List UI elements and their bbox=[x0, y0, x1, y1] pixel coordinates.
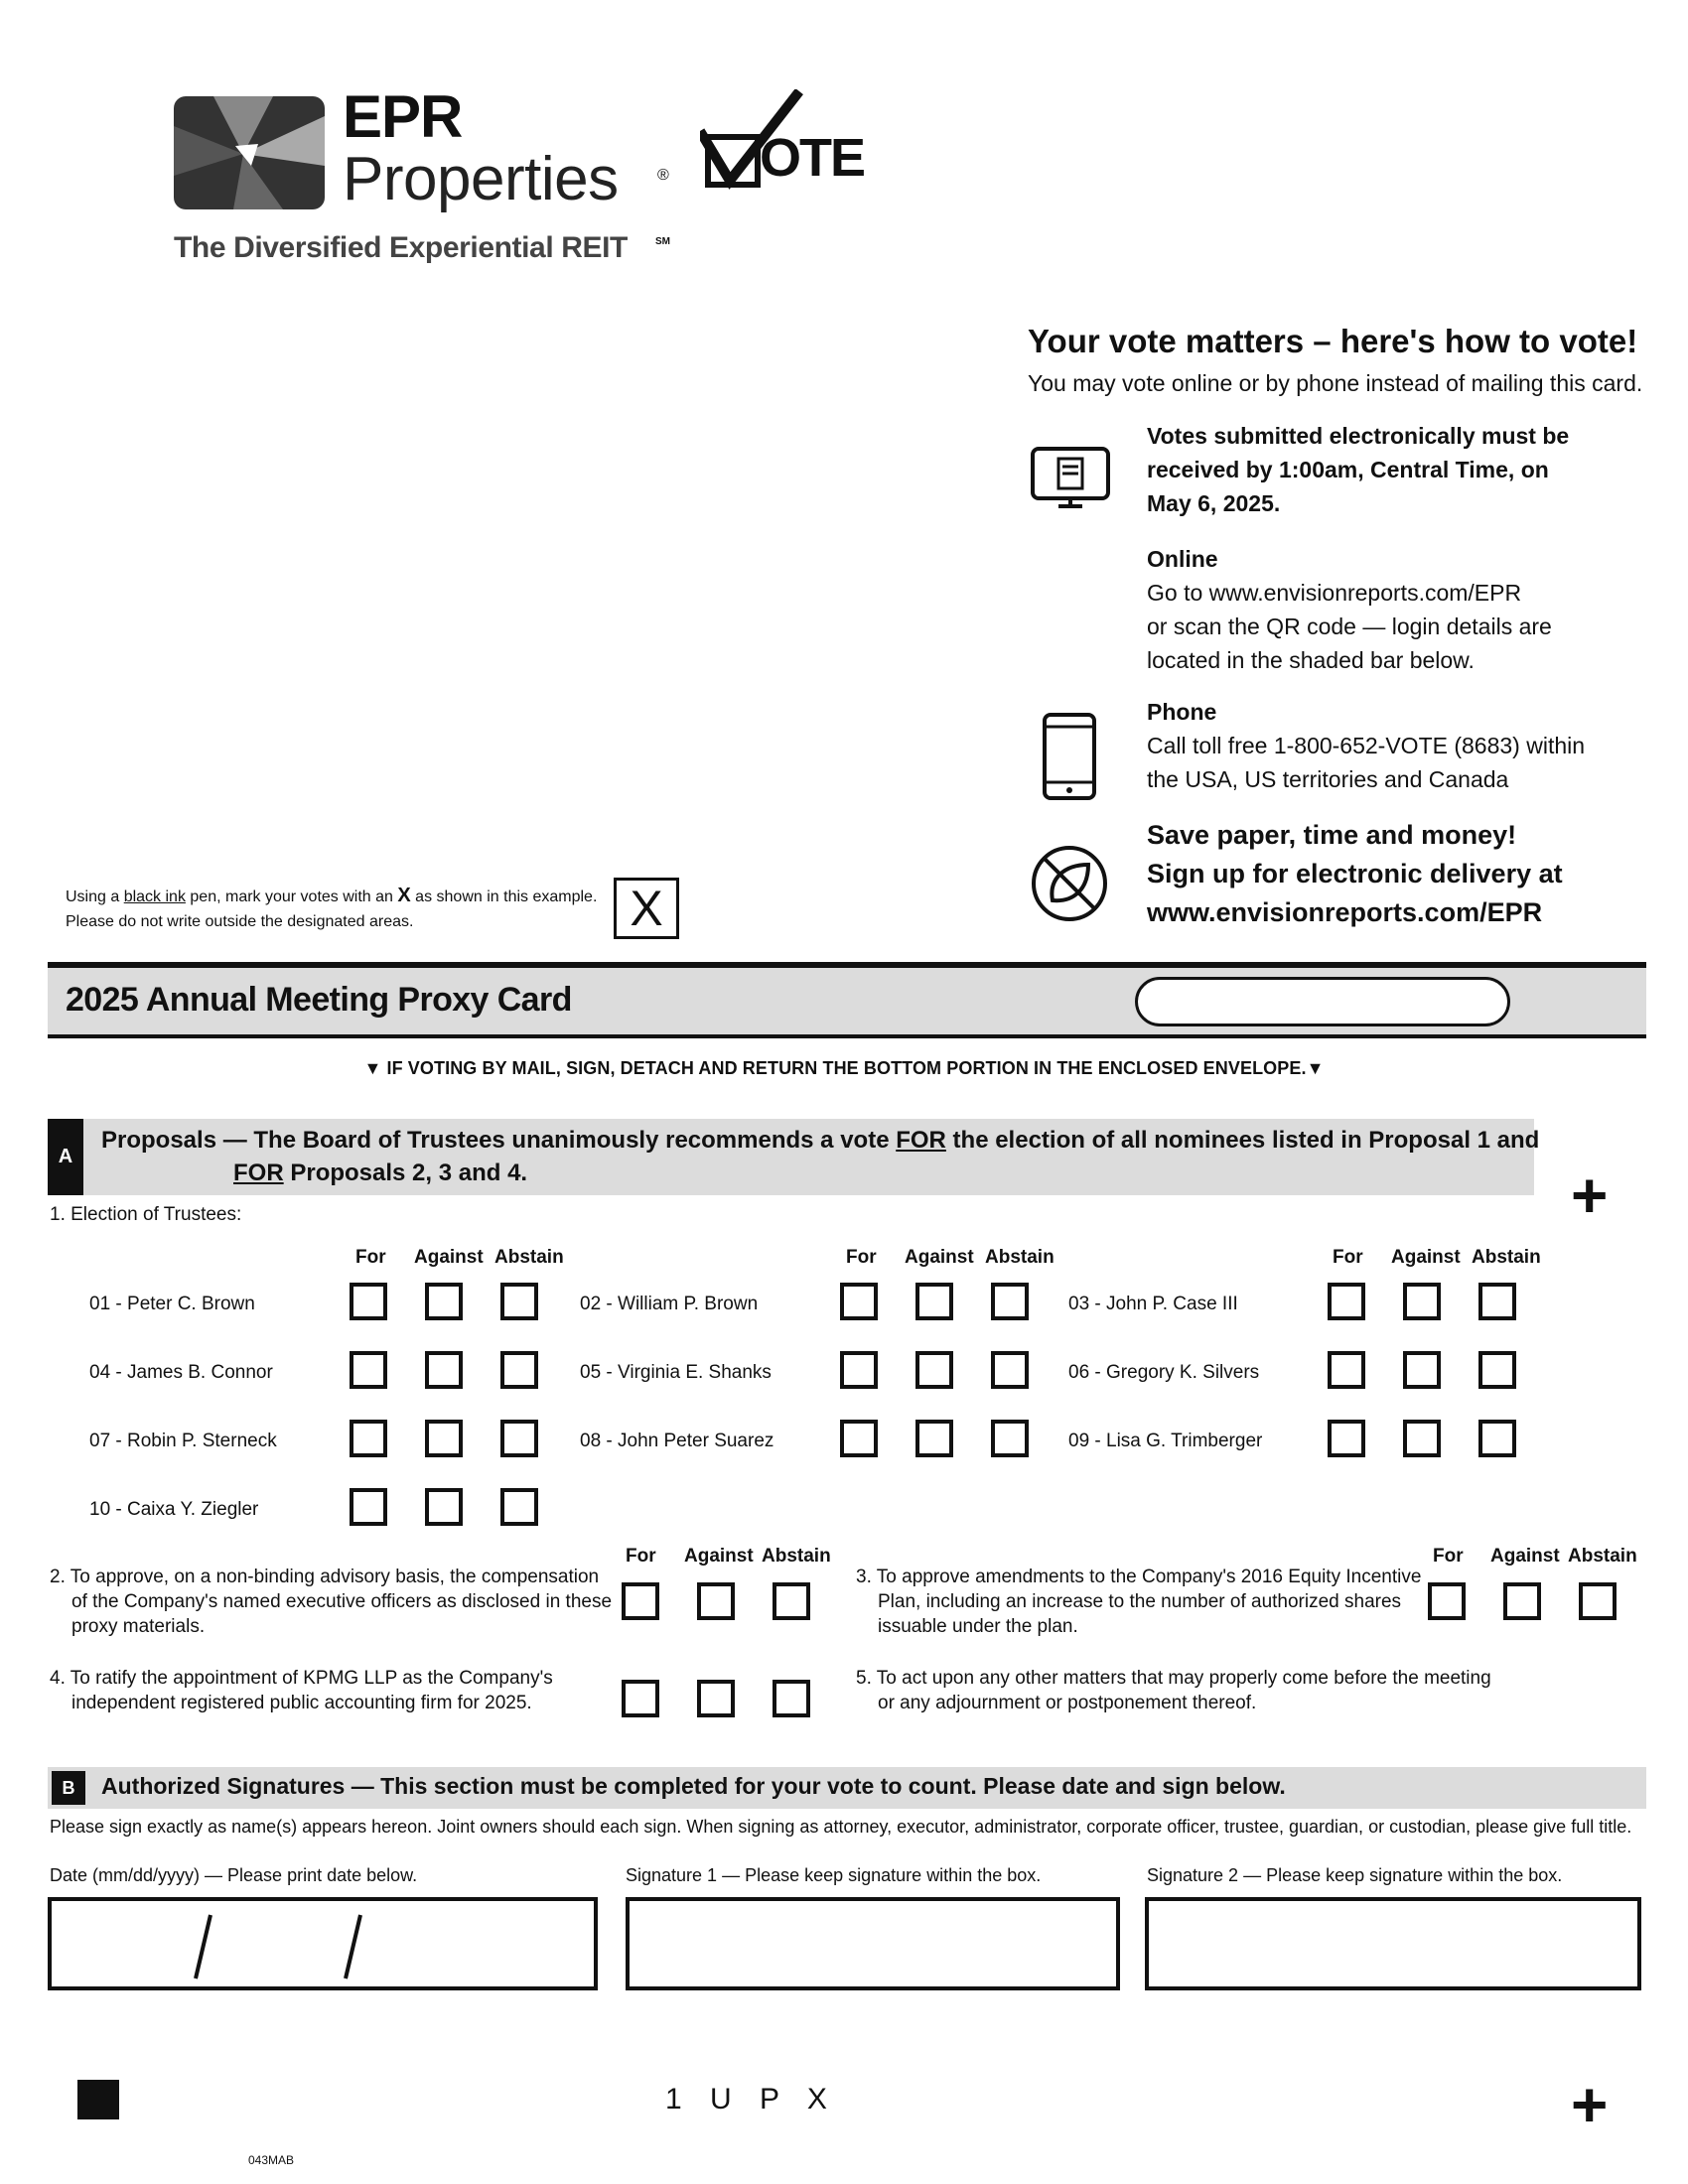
mobile-phone-icon bbox=[1041, 711, 1098, 802]
section-a-title-line1: Proposals — The Board of Trustees unanimously recommends a vote FOR the election of all nominees listed in Proposal 1 and bbox=[101, 1127, 1540, 1154]
column-abstain: Abstain bbox=[494, 1247, 564, 1268]
computer-icon bbox=[1029, 445, 1112, 516]
deadline-line: May 6, 2025. bbox=[1147, 490, 1281, 516]
column-abstain: Abstain bbox=[1472, 1247, 1541, 1268]
nominee-04-abstain-checkbox[interactable] bbox=[500, 1351, 538, 1389]
phone-instructions bbox=[1147, 695, 1585, 796]
save-line: Sign up for electronic delivery at bbox=[1147, 859, 1563, 888]
epr-logo-mark-icon bbox=[174, 96, 325, 209]
deadline-line: received by 1:00am, Central Time, on bbox=[1147, 457, 1549, 482]
section-b-title: Authorized Signatures — This section must be completed for your vote to count. Please date and sign below. bbox=[101, 1773, 1286, 1799]
column-against: Against bbox=[1391, 1247, 1461, 1268]
online-line: or scan the QR code — login details are bbox=[1147, 614, 1552, 639]
online-line: located in the shaded bar below. bbox=[1147, 647, 1475, 673]
nominee-05-for-checkbox[interactable] bbox=[840, 1351, 878, 1389]
proposal-4-text: 4. To ratify the appointment of KPMG LLP as the Company's independent registered public accounting firm for 2025. bbox=[50, 1668, 553, 1713]
nominee-06-against-checkbox[interactable] bbox=[1403, 1351, 1441, 1389]
save-line: www.envisionreports.com/EPR bbox=[1147, 897, 1543, 927]
no-paper-leaf-icon bbox=[1029, 843, 1110, 924]
mark-instructions bbox=[66, 884, 597, 934]
online-instructions bbox=[1147, 542, 1552, 677]
nominee-label: 05 - Virginia E. Shanks bbox=[580, 1362, 772, 1383]
column-against: Against bbox=[905, 1247, 974, 1268]
date-separator-slashes-icon bbox=[52, 1901, 594, 1986]
column-against: Against bbox=[414, 1247, 484, 1268]
election-label: 1. Election of Trustees: bbox=[50, 1204, 242, 1225]
signature-1-label: Signature 1 — Please keep signature within the box. bbox=[626, 1865, 1042, 1885]
nominee-label: 09 - Lisa G. Trimberger bbox=[1068, 1431, 1263, 1451]
registered-mark: ® bbox=[657, 167, 669, 184]
column-for: For bbox=[1333, 1247, 1363, 1268]
proxy-card-title: 2025 Annual Meeting Proxy Card bbox=[66, 981, 572, 1019]
nominee-04-against-checkbox[interactable] bbox=[425, 1351, 463, 1389]
phone-line: the USA, US territories and Canada bbox=[1147, 766, 1509, 792]
proposal-3-against-checkbox[interactable] bbox=[1503, 1582, 1541, 1620]
mark-instructions-line1: Using a black ink pen, mark your votes with an X as shown in this example. bbox=[66, 885, 598, 906]
nominee-09-abstain-checkbox[interactable] bbox=[1478, 1420, 1516, 1457]
form-code: 1 U P X bbox=[665, 2083, 837, 2116]
proposal-3-for-checkbox[interactable] bbox=[1428, 1582, 1466, 1620]
date-label: Date (mm/dd/yyyy) — Please print date below. bbox=[50, 1865, 418, 1885]
nominee-03-abstain-checkbox[interactable] bbox=[1478, 1283, 1516, 1320]
brand-name-properties: Properties bbox=[343, 145, 619, 213]
proposal-4-abstain-checkbox[interactable] bbox=[773, 1680, 810, 1717]
control-number-field[interactable] bbox=[1135, 977, 1510, 1026]
nominee-03-for-checkbox[interactable] bbox=[1328, 1283, 1365, 1320]
column-for: For bbox=[355, 1247, 386, 1268]
nominee-07-against-checkbox[interactable] bbox=[425, 1420, 463, 1457]
electronic-deadline bbox=[1147, 419, 1569, 520]
signature-1-box[interactable] bbox=[626, 1897, 1120, 1990]
nominee-09-against-checkbox[interactable] bbox=[1403, 1420, 1441, 1457]
nominee-01-against-checkbox[interactable] bbox=[425, 1283, 463, 1320]
save-paper-note bbox=[1147, 816, 1563, 932]
proposal-2-for-checkbox[interactable] bbox=[622, 1582, 659, 1620]
nominee-08-abstain-checkbox[interactable] bbox=[991, 1420, 1029, 1457]
online-line: Go to www.envisionreports.com/EPR bbox=[1147, 580, 1522, 606]
nominee-10-against-checkbox[interactable] bbox=[425, 1488, 463, 1526]
nominee-10-abstain-checkbox[interactable] bbox=[500, 1488, 538, 1526]
detach-instructions: ▼ IF VOTING BY MAIL, SIGN, DETACH AND RETURN THE BOTTOM PORTION IN THE ENCLOSED ENVELOPE.▼ bbox=[363, 1058, 1325, 1078]
nominee-label: 06 - Gregory K. Silvers bbox=[1068, 1362, 1260, 1383]
proposal-3-text: 3. To approve amendments to the Company's 2016 Equity Incentive Plan, including an increase to the number of authorized shares issuable under the plan. bbox=[856, 1567, 1422, 1637]
vote-logo-text: OTE bbox=[760, 128, 865, 188]
signing-instructions: Please sign exactly as name(s) appears hereon. Joint owners should each sign. When signing as attorney, executor, administrator, corporate officer, trustee, guardian, or custodian, please give full title. bbox=[50, 1817, 1632, 1837]
online-title: Online bbox=[1147, 546, 1218, 572]
nominee-label: 04 - James B. Connor bbox=[89, 1362, 273, 1383]
example-marked-box: X bbox=[614, 878, 679, 939]
service-mark: SM bbox=[655, 236, 670, 247]
nominee-05-abstain-checkbox[interactable] bbox=[991, 1351, 1029, 1389]
brand-name-epr: EPR bbox=[343, 83, 463, 150]
phone-title: Phone bbox=[1147, 699, 1217, 725]
registration-plus-mark: + bbox=[1571, 1160, 1609, 1231]
proposal-3-abstain-checkbox[interactable] bbox=[1579, 1582, 1617, 1620]
proposal-2-against-checkbox[interactable] bbox=[697, 1582, 735, 1620]
save-line: Save paper, time and money! bbox=[1147, 820, 1517, 850]
deadline-line: Votes submitted electronically must be bbox=[1147, 423, 1570, 449]
signature-2-box[interactable] bbox=[1145, 1897, 1641, 1990]
nominee-label: 01 - Peter C. Brown bbox=[89, 1294, 255, 1314]
how-to-vote-subtitle: You may vote online or by phone instead of mailing this card. bbox=[1028, 370, 1643, 396]
divider bbox=[48, 1034, 1646, 1038]
nominee-label: 03 - John P. Case III bbox=[1068, 1294, 1238, 1314]
proposal-2-abstain-checkbox[interactable] bbox=[773, 1582, 810, 1620]
vote-logo bbox=[700, 89, 864, 194]
section-a-title-line2: FOR Proposals 2, 3 and 4. bbox=[233, 1160, 528, 1186]
nominee-05-against-checkbox[interactable] bbox=[915, 1351, 953, 1389]
nominee-09-for-checkbox[interactable] bbox=[1328, 1420, 1365, 1457]
nominee-08-for-checkbox[interactable] bbox=[840, 1420, 878, 1457]
proposal-2-text: 2. To approve, on a non-binding advisory basis, the compensation of the Company's named executive officers as disclosed in these proxy materials. bbox=[50, 1567, 613, 1637]
section-a-badge: A bbox=[48, 1119, 83, 1195]
proposal-4-against-checkbox[interactable] bbox=[697, 1680, 735, 1717]
nominee-08-against-checkbox[interactable] bbox=[915, 1420, 953, 1457]
phone-line: Call toll free 1-800-652-VOTE (8683) within bbox=[1147, 733, 1586, 758]
registration-square-mark bbox=[77, 2080, 119, 2119]
how-to-vote-title: Your vote matters – here's how to vote! bbox=[1028, 323, 1638, 359]
nominee-label: 07 - Robin P. Sterneck bbox=[89, 1431, 277, 1451]
nominee-06-for-checkbox[interactable] bbox=[1328, 1351, 1365, 1389]
brand-tagline: The Diversified Experiential REIT bbox=[174, 231, 628, 264]
nominee-01-abstain-checkbox[interactable] bbox=[500, 1283, 538, 1320]
column-abstain: Abstain bbox=[985, 1247, 1055, 1268]
nominee-02-abstain-checkbox[interactable] bbox=[991, 1283, 1029, 1320]
column-for: For bbox=[626, 1546, 656, 1567]
proposal-5-text: 5. To act upon any other matters that may properly come before the meeting or any adjournment or postponement thereof. bbox=[856, 1668, 1491, 1713]
nominee-07-for-checkbox[interactable] bbox=[350, 1420, 387, 1457]
nominee-label: 02 - William P. Brown bbox=[580, 1294, 759, 1314]
column-against: Against bbox=[1490, 1546, 1560, 1567]
date-input-box[interactable] bbox=[48, 1897, 598, 1990]
nominee-03-against-checkbox[interactable] bbox=[1403, 1283, 1441, 1320]
column-for: For bbox=[1433, 1546, 1464, 1567]
nominee-02-against-checkbox[interactable] bbox=[915, 1283, 953, 1320]
column-abstain: Abstain bbox=[1568, 1546, 1637, 1567]
column-for: For bbox=[846, 1247, 877, 1268]
nominee-04-for-checkbox[interactable] bbox=[350, 1351, 387, 1389]
proposal-4-for-checkbox[interactable] bbox=[622, 1680, 659, 1717]
registration-plus-mark: + bbox=[1571, 2069, 1609, 2140]
form-small-code: 043MAB bbox=[248, 2153, 295, 2167]
section-b-badge: B bbox=[52, 1771, 85, 1805]
nominee-label: 10 - Caixa Y. Ziegler bbox=[89, 1499, 259, 1520]
nominee-10-for-checkbox[interactable] bbox=[350, 1488, 387, 1526]
nominee-01-for-checkbox[interactable] bbox=[350, 1283, 387, 1320]
column-abstain: Abstain bbox=[762, 1546, 831, 1567]
nominee-06-abstain-checkbox[interactable] bbox=[1478, 1351, 1516, 1389]
nominee-label: 08 - John Peter Suarez bbox=[580, 1431, 774, 1451]
nominee-02-for-checkbox[interactable] bbox=[840, 1283, 878, 1320]
mark-instructions-line2: Please do not write outside the designated areas. bbox=[66, 913, 414, 930]
nominee-07-abstain-checkbox[interactable] bbox=[500, 1420, 538, 1457]
signature-2-label: Signature 2 — Please keep signature within the box. bbox=[1147, 1865, 1563, 1885]
column-against: Against bbox=[684, 1546, 754, 1567]
